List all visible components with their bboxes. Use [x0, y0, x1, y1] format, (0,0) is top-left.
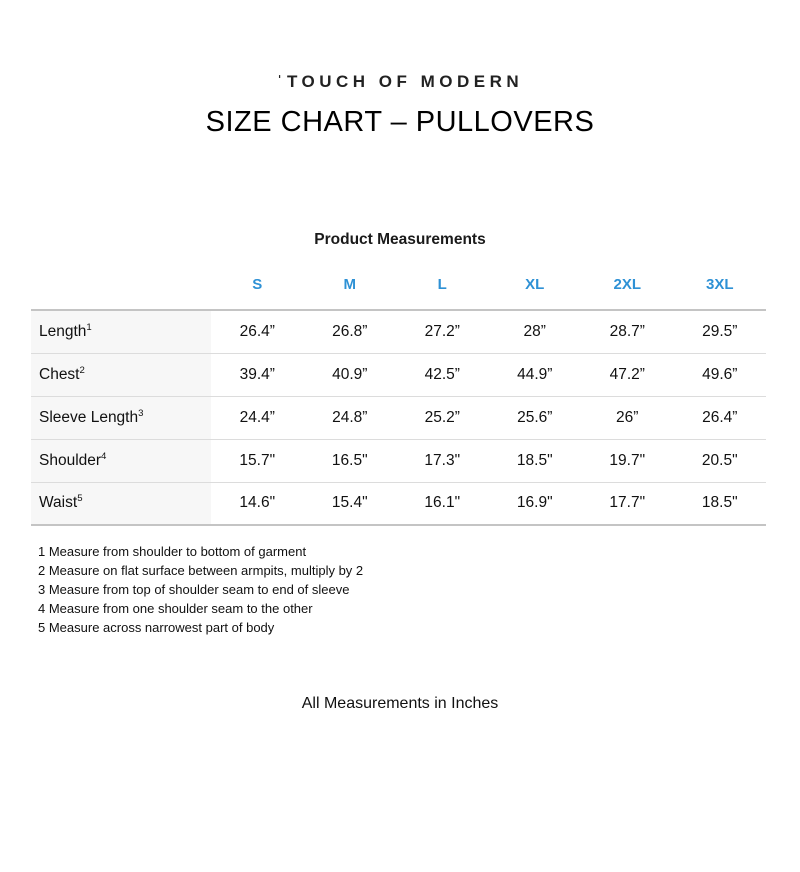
cell-length-m: 26.8”	[304, 310, 397, 353]
row-label-length	[31, 310, 211, 353]
footnote-marker: 5	[77, 493, 83, 505]
cell-shoulder-s: 15.7"	[211, 439, 304, 482]
row-label-shoulder	[31, 439, 211, 482]
footnote-1: 1 Measure from shoulder to bottom of garment	[38, 544, 307, 559]
corner-cell	[31, 249, 211, 310]
cell-sleeve-2xl: 26”	[581, 396, 674, 439]
row-label-text: Chest	[39, 365, 80, 383]
row-label-chest	[31, 353, 211, 396]
cell-waist-3xl: 18.5"	[674, 482, 767, 525]
cell-shoulder-2xl: 19.7"	[581, 439, 674, 482]
cell-waist-l: 16.1"	[396, 482, 489, 525]
column-header-s: S	[252, 276, 263, 293]
units-note: All Measurements in Inches	[301, 695, 499, 712]
cell-shoulder-3xl: 20.5"	[674, 439, 767, 482]
cell-waist-2xl: 17.7"	[581, 482, 674, 525]
cell-chest-3xl: 49.6”	[674, 353, 767, 396]
row-label-sleeve-length	[31, 396, 211, 439]
cell-length-s: 26.4”	[211, 310, 304, 353]
column-header-l: L	[437, 276, 447, 293]
cell-length-3xl: 29.5”	[674, 310, 767, 353]
footnotes-list	[38, 542, 800, 637]
cell-chest-2xl: 47.2”	[581, 353, 674, 396]
cell-chest-m: 40.9”	[304, 353, 397, 396]
table-row-sleeve-length	[31, 396, 766, 439]
row-label-text: Sleeve Length	[39, 408, 139, 426]
cell-waist-xl: 16.9"	[489, 482, 582, 525]
cell-sleeve-3xl: 26.4”	[674, 396, 767, 439]
footnote-3: 3 Measure from top of shoulder seam to end of sleeve	[38, 582, 350, 597]
cell-shoulder-l: 17.3"	[396, 439, 489, 482]
cell-chest-xl: 44.9”	[489, 353, 582, 396]
cell-sleeve-s: 24.4”	[211, 396, 304, 439]
cell-length-xl: 28”	[489, 310, 582, 353]
cell-sleeve-xl: 25.6”	[489, 396, 582, 439]
cell-sleeve-l: 25.2”	[396, 396, 489, 439]
cell-sleeve-m: 24.8”	[304, 396, 397, 439]
size-chart-page	[0, 72, 800, 872]
cell-waist-m: 15.4"	[304, 482, 397, 525]
column-header-3xl: 3XL	[705, 276, 734, 293]
table-row-length	[31, 310, 766, 353]
row-label-text: Length	[39, 322, 87, 340]
footnote-2: 2 Measure on flat surface between armpits, multiply by 2	[38, 563, 364, 578]
cell-length-l: 27.2”	[396, 310, 489, 353]
column-header-xl: XL	[525, 276, 545, 293]
table-row-waist	[31, 482, 766, 525]
table-row-chest	[31, 353, 766, 396]
column-header-m: M	[343, 276, 356, 293]
table-row-shoulder	[31, 439, 766, 482]
cell-waist-s: 14.6"	[211, 482, 304, 525]
footnote-5: 5 Measure across narrowest part of body	[38, 620, 275, 635]
column-header-2xl: 2XL	[613, 276, 641, 293]
footnote-marker: 3	[138, 407, 144, 419]
footnote-marker: 1	[86, 321, 92, 333]
brand-logo: ˈTOUCH OF MODERN	[276, 72, 524, 91]
cell-chest-s: 39.4”	[211, 353, 304, 396]
cell-shoulder-m: 16.5"	[304, 439, 397, 482]
footnote-4: 4 Measure from one shoulder seam to the other	[38, 601, 313, 616]
measurements-table	[31, 249, 766, 526]
row-label-text: Shoulder	[39, 451, 102, 469]
cell-shoulder-xl: 18.5"	[489, 439, 582, 482]
footnote-marker: 4	[101, 450, 107, 462]
footnote-marker: 2	[79, 364, 85, 376]
row-label-waist	[31, 482, 211, 525]
row-label-text: Waist	[39, 494, 78, 512]
table-title: Product Measurements	[314, 231, 486, 248]
cell-length-2xl: 28.7”	[581, 310, 674, 353]
page-title: SIZE CHART – PULLOVERS	[205, 106, 595, 138]
size-header-row	[31, 249, 766, 310]
cell-chest-l: 42.5”	[396, 353, 489, 396]
